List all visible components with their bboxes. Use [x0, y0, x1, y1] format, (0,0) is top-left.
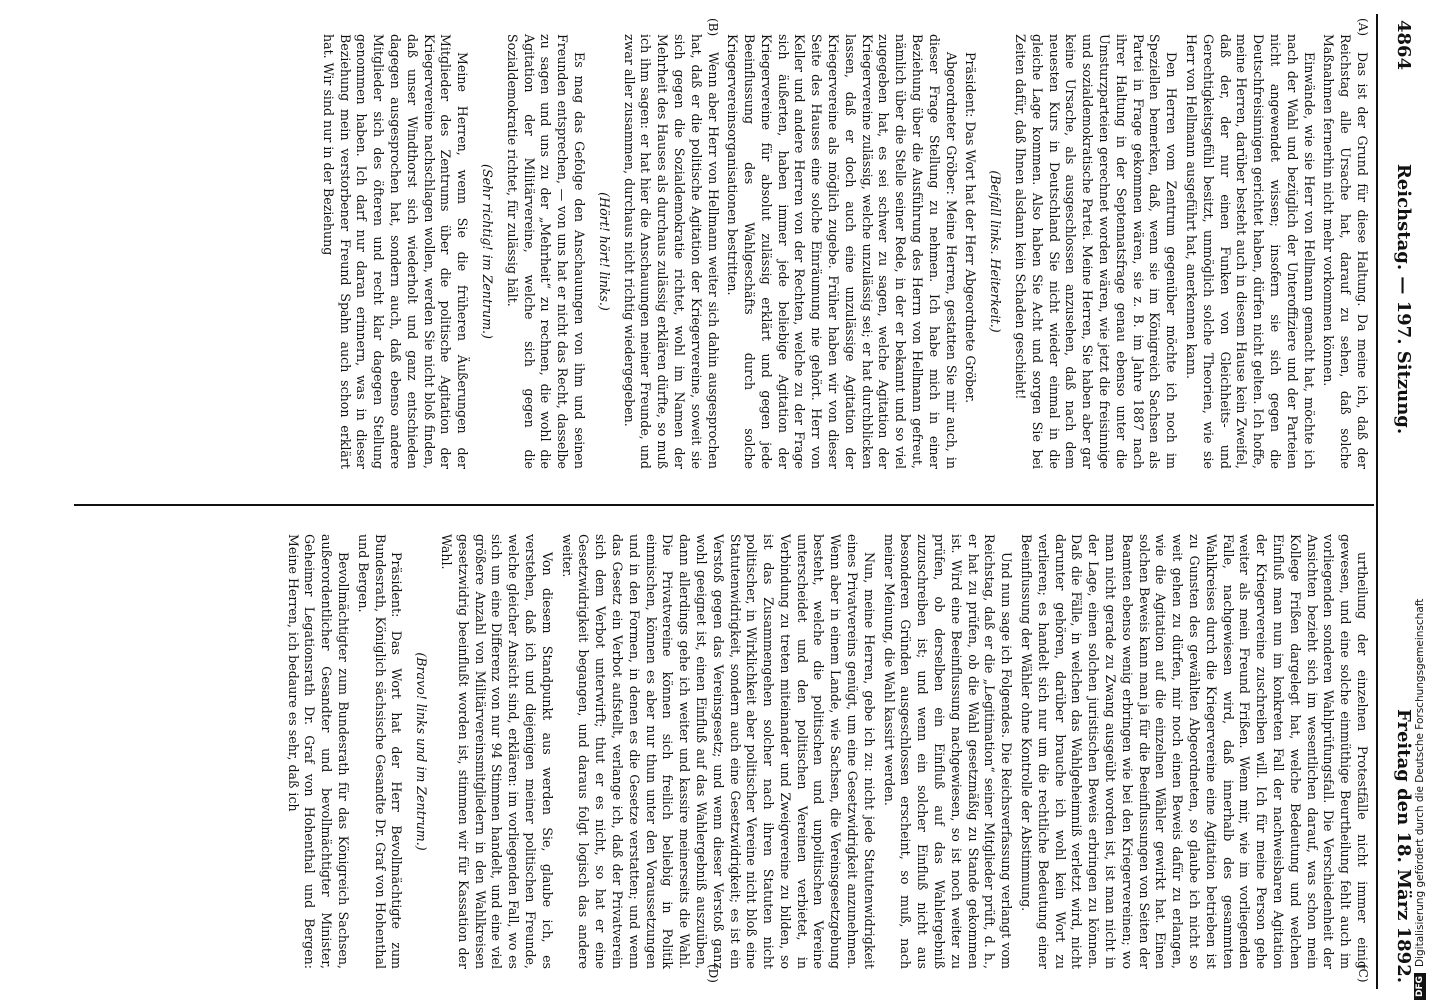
paragraph: Und nun sage ich Folgendes. Die Reichsverfassung verlangt vom Reichstag, daß er die „Legitimation“ seiner Mitglieder prüft, d. h., er hat zu prüfen, ob die Wahl gesetzmäßig zu Stande gekommen ist. Wird eine Beeinflussung nachgewiesen, so ist noch weiter zu prüfen, ob derselben ein Einfluß auf das Wahlergebniß zuzuschreiben ist; und wenn ein solcher Einfluß nicht aus besonderen Gründen ausgeschlossen erscheint, so muß, nach meiner Meinung, die Wahl kassirt werden.	[881, 534, 1015, 969]
paragraph: Von diesem Standpunkt aus werden Sie, glaube ich, es verstehen, daß ich und diejenigen meiner politischen Freunde, welche gleicher Ansicht sind, erklären: im vorliegenden Fall, wo es sich um eine Differenz von nur 94 Stimmen handelt, und eine viel größere Anzahl von Militärvereinsmitgliedern in den Wahlkreisen gesetzwidrig beeinflußt worden ist, stimmen wir für Kassation der Wahl.	[438, 534, 555, 969]
left-column	[316, 34, 1370, 469]
margin-marker-a: (A)	[1356, 18, 1370, 37]
dfg-logo: DFG	[1414, 973, 1426, 1000]
paragraph: Präsident: Das Wort hat der Herr Abgeordnete Gröber.	[963, 52, 979, 404]
paragraph: (Beifall links. Heiterkeit.)	[988, 170, 1004, 333]
paragraph: urtheilung der einzelnen Protestfälle nicht immer einig gewesen, und eine solche einmüthige Beurtheilung fehlt auch im vorliegenden sonderen Wahlprüfungsfall. Die Verschiedenheit der Ansichten bezieht sich im wesentlichen darauf, was schon mein Kollege Frißen dargelegt hat, welche Bedeutung und welchen Einfluß man nun im konkreten Fall der nachweisbaren Agitation der Kriegervereine zuschreiben will. Ich für meine Person gehe weiter als mein Freund Frißen. Wenn mir, wie im vorliegenden Falle, nachgewiesen wird, daß innerhalb des gesammten Wahlkreises durch die Kriegervereine eine Agitation betrieben ist zu Gunsten des gewählten Abgeordneten, so glaube ich nicht so weit gehen zu dürfen, mir noch einen Beweis dafür zu erlangen, wie die Agitation auf die einzelnen Wähler gewirkt hat. Einen solchen Beweis kann man ja für die Beeinflussungen von Seiten der Beamten ebenso wenig erbringen wie bei den Kriegervereinen; wo man nicht gerade zu Zwang ausgeübt worden ist, ist man nicht in der Lage, einen solchen juristischen Beweis erbringen zu können. Daß die Fälle, in welchen das Wahlgeheimniß verletzt wird, nicht darunter gehören, darüber brauche ich wohl kein Wort zu verlieren; es handelt sich nur um die rechtliche Bedeutung einer Beeinflussung der Wähler ohne Kontrolle der Abstimmung.	[1019, 534, 1370, 969]
paragraph: (Hört! hört! links.)	[596, 192, 612, 311]
footer-credit	[1414, 599, 1426, 1000]
paragraph: Den Herren vom Zentrum gegenüber möchte ich noch im Speziellen bemerken, daß, wenn sie im Königreich Sachsen als Partei in Frage gekommen wären, sie z. B. im Jahre 1887 nach ihrer Haltung in der Septennatsfrage genau ebenso unter die Umsturzparteien gerechnet worden wären, wie jetzt die freisinnige und sozialdemokratische Partei. Meine Herren, Sie haben aber gar keine Ursache, als ausgeschlossen anzusehen, daß nach dem neuesten Kurs in Deutschland Sie nicht wieder einmal in die gleiche Lage kommen. Also haben Sie Acht und sorgen Sie bei Zeiten dafür, daß Ihnen alsdann kein Schaden geschieht!	[1013, 34, 1180, 469]
paragraph: (Bravo! links und im Zentrum.)	[414, 652, 430, 851]
paragraph: Einwände, wie sie Herr von Hellmann gemacht hat, möchte ich nach der Wahl und bezüglich der Unteroffiziere und der Parteien nicht angewendet wissen; insofern sie sich gegen die Deutschfreisinnigen gerichtet haben, dürfen nicht gelten. Ich hoffe, meine Herren, darüber besteht auch in diesem Hause kein Zweifel, daß der, der nur einen Funken von Gleichheits- und Gerechtigkeitsgefühl besitzt, unmöglich solche Theorien, wie sie Herr von Hellmann ausgeführt hat, anerkennen kann.	[1184, 34, 1317, 469]
footer-text: Digitalisierung gefördert durch die Deutsche Forschungsgemeinschaft	[1414, 598, 1426, 967]
margin-marker-d: (D)	[706, 964, 720, 983]
session-date: Freitag den 18. März 1892.	[1393, 709, 1414, 983]
paragraph: Präsident: Das Wort hat der Herr Bevollmächtigte zum Bundesrath, Königlich sächsische Gesandte Dr. Graf von Hohenthal und Bergen.	[355, 534, 405, 969]
paragraph: Es mag das Gefolge den Anschauungen von ihm und seinen Freunden entsprechen, — von uns hat er nicht das Recht, dasselbe zu sagen und uns zu der „Mehrheit“ zu rechnen, die wohl die Agitation der Militärvereine, welche sich gegen die Sozialdemokratie richtet, für zulässig hält.	[504, 34, 587, 469]
paragraph: Wenn aber Herr von Hellmann weiter sich dahin ausgesprochen hat, daß er die politische Agitation der Kriegervereine, soweit sie sich gegen die Sozialdemokratie richtet, wohl im Namen der Mehrheit des Hauses als durchaus zulässig erklären dürfte, so muß ich ihm sagen: er hat hier die Anschauungen meiner Freunde, und zwar aller zusammen, durchaus nicht richtig wiedergegeben.	[621, 34, 721, 469]
margin-marker-b: (B)	[706, 18, 720, 37]
paragraph: Nun, meine Herren, gebe ich zu: nicht jede Statutenwidrigkeit eines Privatvereins genügt, um eine Gesetzwidrigkeit anzunehmen. Wenn aber in einem Lande, wie Sachsen, die Vereinsgesetzgebung besteht, welche die politischen und unpolitischen Vereine unterscheidet und den politischen Vereinen verbietet, in Verbindung zu treten miteinander und Zweigvereine zu bilden, so ist das Zusammengehen solcher nach ihren Statuten nicht politischer, in Wirklichkeit aber politischer Vereine nicht bloß eine Statutenwidrigkeit, sondern auch eine Gesetzwidrigkeit; es ist ein Verstoß gegen das Vereinsgesetz; und wenn dieser Verstoß ganz wohl geeignet ist, einen Einfluß auf das Wahlergebniß auszuüben, dann allerdings gehe ich weiter und kassire meinerseits die Wahl. Die Privatvereine können sich freilich beliebig in Politik einmischen, können es aber nur thun unter den Voraussetzungen und in den Formen, in denen es die Gesetze verstatten; und wenn das Gesetz ein Verbot aufstellt, verlange ich, daß der Privatverein sich dem Verbot unterwirft; thut er es nicht, so hat er eine Gesetzwidrigkeit begangen, und daraus folgt logisch das andere weiter.	[559, 534, 877, 969]
paragraph: Meine Herren, wenn Sie die früheren Äußerungen der Mitglieder des Zentrums über die politische Agitation der Kriegervereine nachschlagen wollen, werden Sie nicht bloß finden, daß unser Windthorst sich wiederholt und ganz entschieden dagegen ausgesprochen hat, sondern auch, daß ebenso andere Mitglieder sich des öfteren und recht klar dagegen Stellung genommen haben. Ich darf nur daran erinnern, was in dieser Beziehung mein verstorbener Freund Spahn auch schon erklärt hat. Wir sind nur in der Beziehung	[320, 34, 471, 469]
right-column	[281, 534, 1370, 969]
page-title: Reichstag. — 197. Sitzung.	[1393, 163, 1414, 435]
rotated-page	[20, 14, 1420, 989]
page-number: 4864	[1393, 20, 1414, 71]
header-rule	[1376, 14, 1378, 989]
paragraph: Bevollmächtigter zum Bundesrath für das Königreich Sachsen, außerordentlicher Gesandter und bevollmächtigter Minister, Geheimer Legationsrath Dr. Graf von Hohenthal und Bergen: Meine Herren, ich bedaure es sehr, daß ich	[285, 534, 351, 969]
paragraph: Abgeordneter Gröber: Meine Herren, gestatten Sie mir auch, in dieser Frage Stellung zu nehmen. Ich habe mich in einer Beziehung über die Ausführung des Herrn von Hellmann gefreut, nämlich über die Stelle seiner Rede, in der er bekannt und so viel zugegeben hat, es sei schwer zu sagen, welche Agitation der Kriegervereine zulässig, welche unzulässig sei; er hat durchblicken lassen, daß er doch auch eine unzulässige Agitation der Kriegervereine als möglich zugebe. Früher haben wir von dieser Seite des Hauses eine solche Einräumung nie gehört. Herr von Keller und andere Herren von der Rechten, welche zu der Frage sich äußerten, haben immer jede beliebige Agitation der Kriegervereine für absolut zulässig erklärt und gegen jede Beeinflussung des Wahlgeschäfts durch solche Kriegervereinsorganisationen bestritten.	[725, 34, 959, 469]
column-divider	[74, 504, 1374, 506]
paragraph: (Sehr richtig! im Zentrum.)	[479, 164, 495, 339]
paragraph: Das ist der Grund für diese Haltung. Da meine ich, daß der Reichstag alle Ursache hat, darauf zu sehen, daß solche Maßnahmen fernerhin nicht mehr vorkommen können.	[1321, 34, 1370, 469]
margin-marker-c: (C)	[1356, 964, 1370, 983]
